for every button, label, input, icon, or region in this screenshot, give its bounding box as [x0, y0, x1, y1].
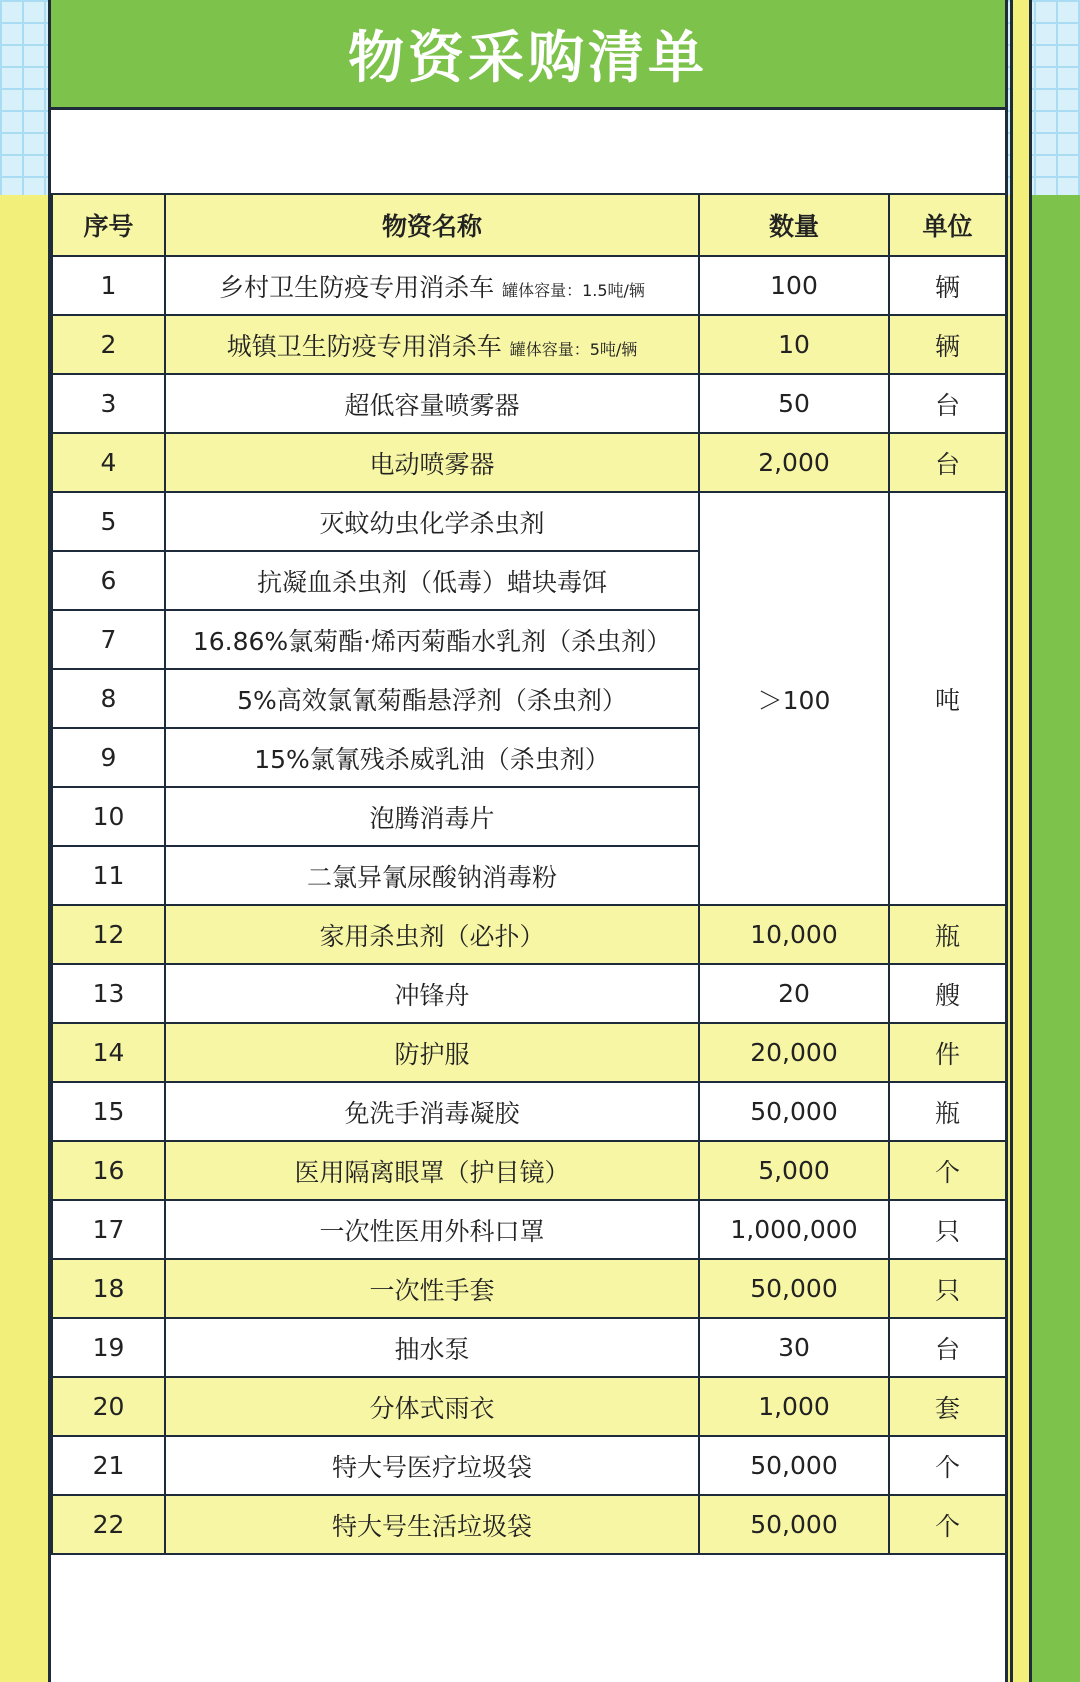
row-number: 14 — [52, 1023, 165, 1082]
unit: 辆 — [889, 256, 1006, 315]
item-name: 分体式雨衣 — [369, 1393, 495, 1423]
unit: 套 — [889, 1377, 1006, 1436]
item-name: 抽水泵 — [394, 1334, 470, 1364]
item-name-cell — [165, 1082, 699, 1141]
item-name: 一次性手套 — [369, 1275, 495, 1305]
procurement-table — [51, 193, 1007, 1555]
row-number: 3 — [52, 374, 165, 433]
row-number: 17 — [52, 1200, 165, 1259]
item-name-cell — [165, 256, 699, 315]
table-row — [52, 1259, 1006, 1318]
item-name-cell — [165, 1141, 699, 1200]
item-name-cell — [165, 964, 699, 1023]
row-number: 16 — [52, 1141, 165, 1200]
item-name-cell — [165, 1259, 699, 1318]
item-name: 5%高效氯氰菊酯悬浮剂（杀虫剂） — [237, 685, 627, 715]
item-name-cell — [165, 610, 699, 669]
table-row — [52, 1318, 1006, 1377]
item-name: 电动喷雾器 — [369, 449, 495, 479]
row-number: 15 — [52, 1082, 165, 1141]
quantity: 50,000 — [699, 1082, 889, 1141]
quantity: 20 — [699, 964, 889, 1023]
item-name-cell — [165, 1436, 699, 1495]
unit: 只 — [889, 1200, 1006, 1259]
table-row — [52, 1200, 1006, 1259]
quantity: 10 — [699, 315, 889, 374]
row-number: 21 — [52, 1436, 165, 1495]
row-number: 4 — [52, 433, 165, 492]
quantity: 1,000 — [699, 1377, 889, 1436]
procurement-card — [48, 0, 1008, 1682]
row-number: 9 — [52, 728, 165, 787]
item-name-cell — [165, 1200, 699, 1259]
unit: 辆 — [889, 315, 1006, 374]
item-name: 免洗手消毒凝胶 — [344, 1098, 520, 1128]
unit: 瓶 — [889, 905, 1006, 964]
unit: 个 — [889, 1141, 1006, 1200]
item-name: 灭蚊幼虫化学杀虫剂 — [319, 508, 545, 538]
item-name: 家用杀虫剂（必扑） — [319, 921, 545, 951]
table-row — [52, 1082, 1006, 1141]
quantity: 50,000 — [699, 1259, 889, 1318]
page-title: 物资采购清单 — [348, 25, 708, 91]
background-right-band — [1030, 195, 1080, 1682]
table-row — [52, 256, 1006, 315]
column-header-qty: 数量 — [699, 194, 889, 256]
unit: 艘 — [889, 964, 1006, 1023]
table-row — [52, 492, 1006, 551]
unit: 个 — [889, 1436, 1006, 1495]
item-name: 乡村卫生防疫专用消杀车 — [219, 272, 495, 302]
item-name: 15%氯氰残杀威乳油（杀虫剂） — [254, 744, 610, 774]
row-number: 2 — [52, 315, 165, 374]
row-number: 7 — [52, 610, 165, 669]
merged-quantity: ＞100 — [699, 492, 889, 905]
item-note: 罐体容量：5吨/辆 — [509, 339, 638, 359]
row-number: 12 — [52, 905, 165, 964]
item-name: 16.86%氯菊酯·烯丙菊酯水乳剂（杀虫剂） — [192, 626, 672, 656]
item-name-cell — [165, 728, 699, 787]
table-header-row — [52, 194, 1006, 256]
column-header-no: 序号 — [52, 194, 165, 256]
item-name: 一次性医用外科口罩 — [319, 1216, 545, 1246]
item-name: 冲锋舟 — [394, 980, 470, 1010]
quantity: 5,000 — [699, 1141, 889, 1200]
row-number: 10 — [52, 787, 165, 846]
item-name-cell — [165, 433, 699, 492]
quantity: 50,000 — [699, 1436, 889, 1495]
table-row — [52, 905, 1006, 964]
table-row — [52, 964, 1006, 1023]
row-number: 18 — [52, 1259, 165, 1318]
item-name-cell — [165, 315, 699, 374]
item-name: 城镇卫生防疫专用消杀车 — [226, 331, 502, 361]
table-row — [52, 374, 1006, 433]
table-row — [52, 1023, 1006, 1082]
item-name-cell — [165, 846, 699, 905]
unit: 个 — [889, 1495, 1006, 1554]
item-name: 泡腾消毒片 — [369, 803, 495, 833]
row-number: 22 — [52, 1495, 165, 1554]
unit: 台 — [889, 374, 1006, 433]
item-note: 罐体容量：1.5吨/辆 — [502, 280, 645, 300]
table-row — [52, 1141, 1006, 1200]
item-name-cell — [165, 551, 699, 610]
quantity: 2,000 — [699, 433, 889, 492]
unit: 台 — [889, 1318, 1006, 1377]
item-name: 抗凝血杀虫剂（低毒）蜡块毒饵 — [256, 567, 607, 597]
background-left-band — [0, 195, 50, 1682]
item-name-cell — [165, 492, 699, 551]
quantity: 1,000,000 — [699, 1200, 889, 1259]
row-number: 6 — [52, 551, 165, 610]
item-name-cell — [165, 905, 699, 964]
column-header-name: 物资名称 — [165, 194, 699, 256]
item-name: 超低容量喷雾器 — [344, 390, 520, 420]
table-row — [52, 433, 1006, 492]
table-row — [52, 315, 1006, 374]
unit: 件 — [889, 1023, 1006, 1082]
item-name: 特大号医疗垃圾袋 — [331, 1452, 532, 1482]
item-name-cell — [165, 1377, 699, 1436]
column-header-unit: 单位 — [889, 194, 1006, 256]
row-number: 19 — [52, 1318, 165, 1377]
quantity: 100 — [699, 256, 889, 315]
quantity: 30 — [699, 1318, 889, 1377]
title-banner — [51, 0, 1005, 110]
item-name-cell — [165, 1495, 699, 1554]
row-number: 1 — [52, 256, 165, 315]
row-number: 8 — [52, 669, 165, 728]
table-row — [52, 1495, 1006, 1554]
item-name: 防护服 — [394, 1039, 470, 1069]
item-name: 二氯异氰尿酸钠消毒粉 — [306, 862, 557, 892]
table-row — [52, 1377, 1006, 1436]
quantity: 20,000 — [699, 1023, 889, 1082]
item-name-cell — [165, 669, 699, 728]
quantity: 10,000 — [699, 905, 889, 964]
table-body — [52, 256, 1006, 1554]
merged-unit: 吨 — [889, 492, 1006, 905]
item-name-cell — [165, 374, 699, 433]
item-name-cell — [165, 787, 699, 846]
item-name: 医用隔离眼罩（护目镜） — [294, 1157, 570, 1187]
quantity: 50,000 — [699, 1495, 889, 1554]
item-name: 特大号生活垃圾袋 — [331, 1511, 532, 1541]
side-strip — [1010, 0, 1032, 1682]
item-name-cell — [165, 1318, 699, 1377]
item-name-cell — [165, 1023, 699, 1082]
quantity: 50 — [699, 374, 889, 433]
row-number: 13 — [52, 964, 165, 1023]
unit: 只 — [889, 1259, 1006, 1318]
table-row — [52, 1436, 1006, 1495]
unit: 台 — [889, 433, 1006, 492]
row-number: 20 — [52, 1377, 165, 1436]
row-number: 11 — [52, 846, 165, 905]
row-number: 5 — [52, 492, 165, 551]
unit: 瓶 — [889, 1082, 1006, 1141]
